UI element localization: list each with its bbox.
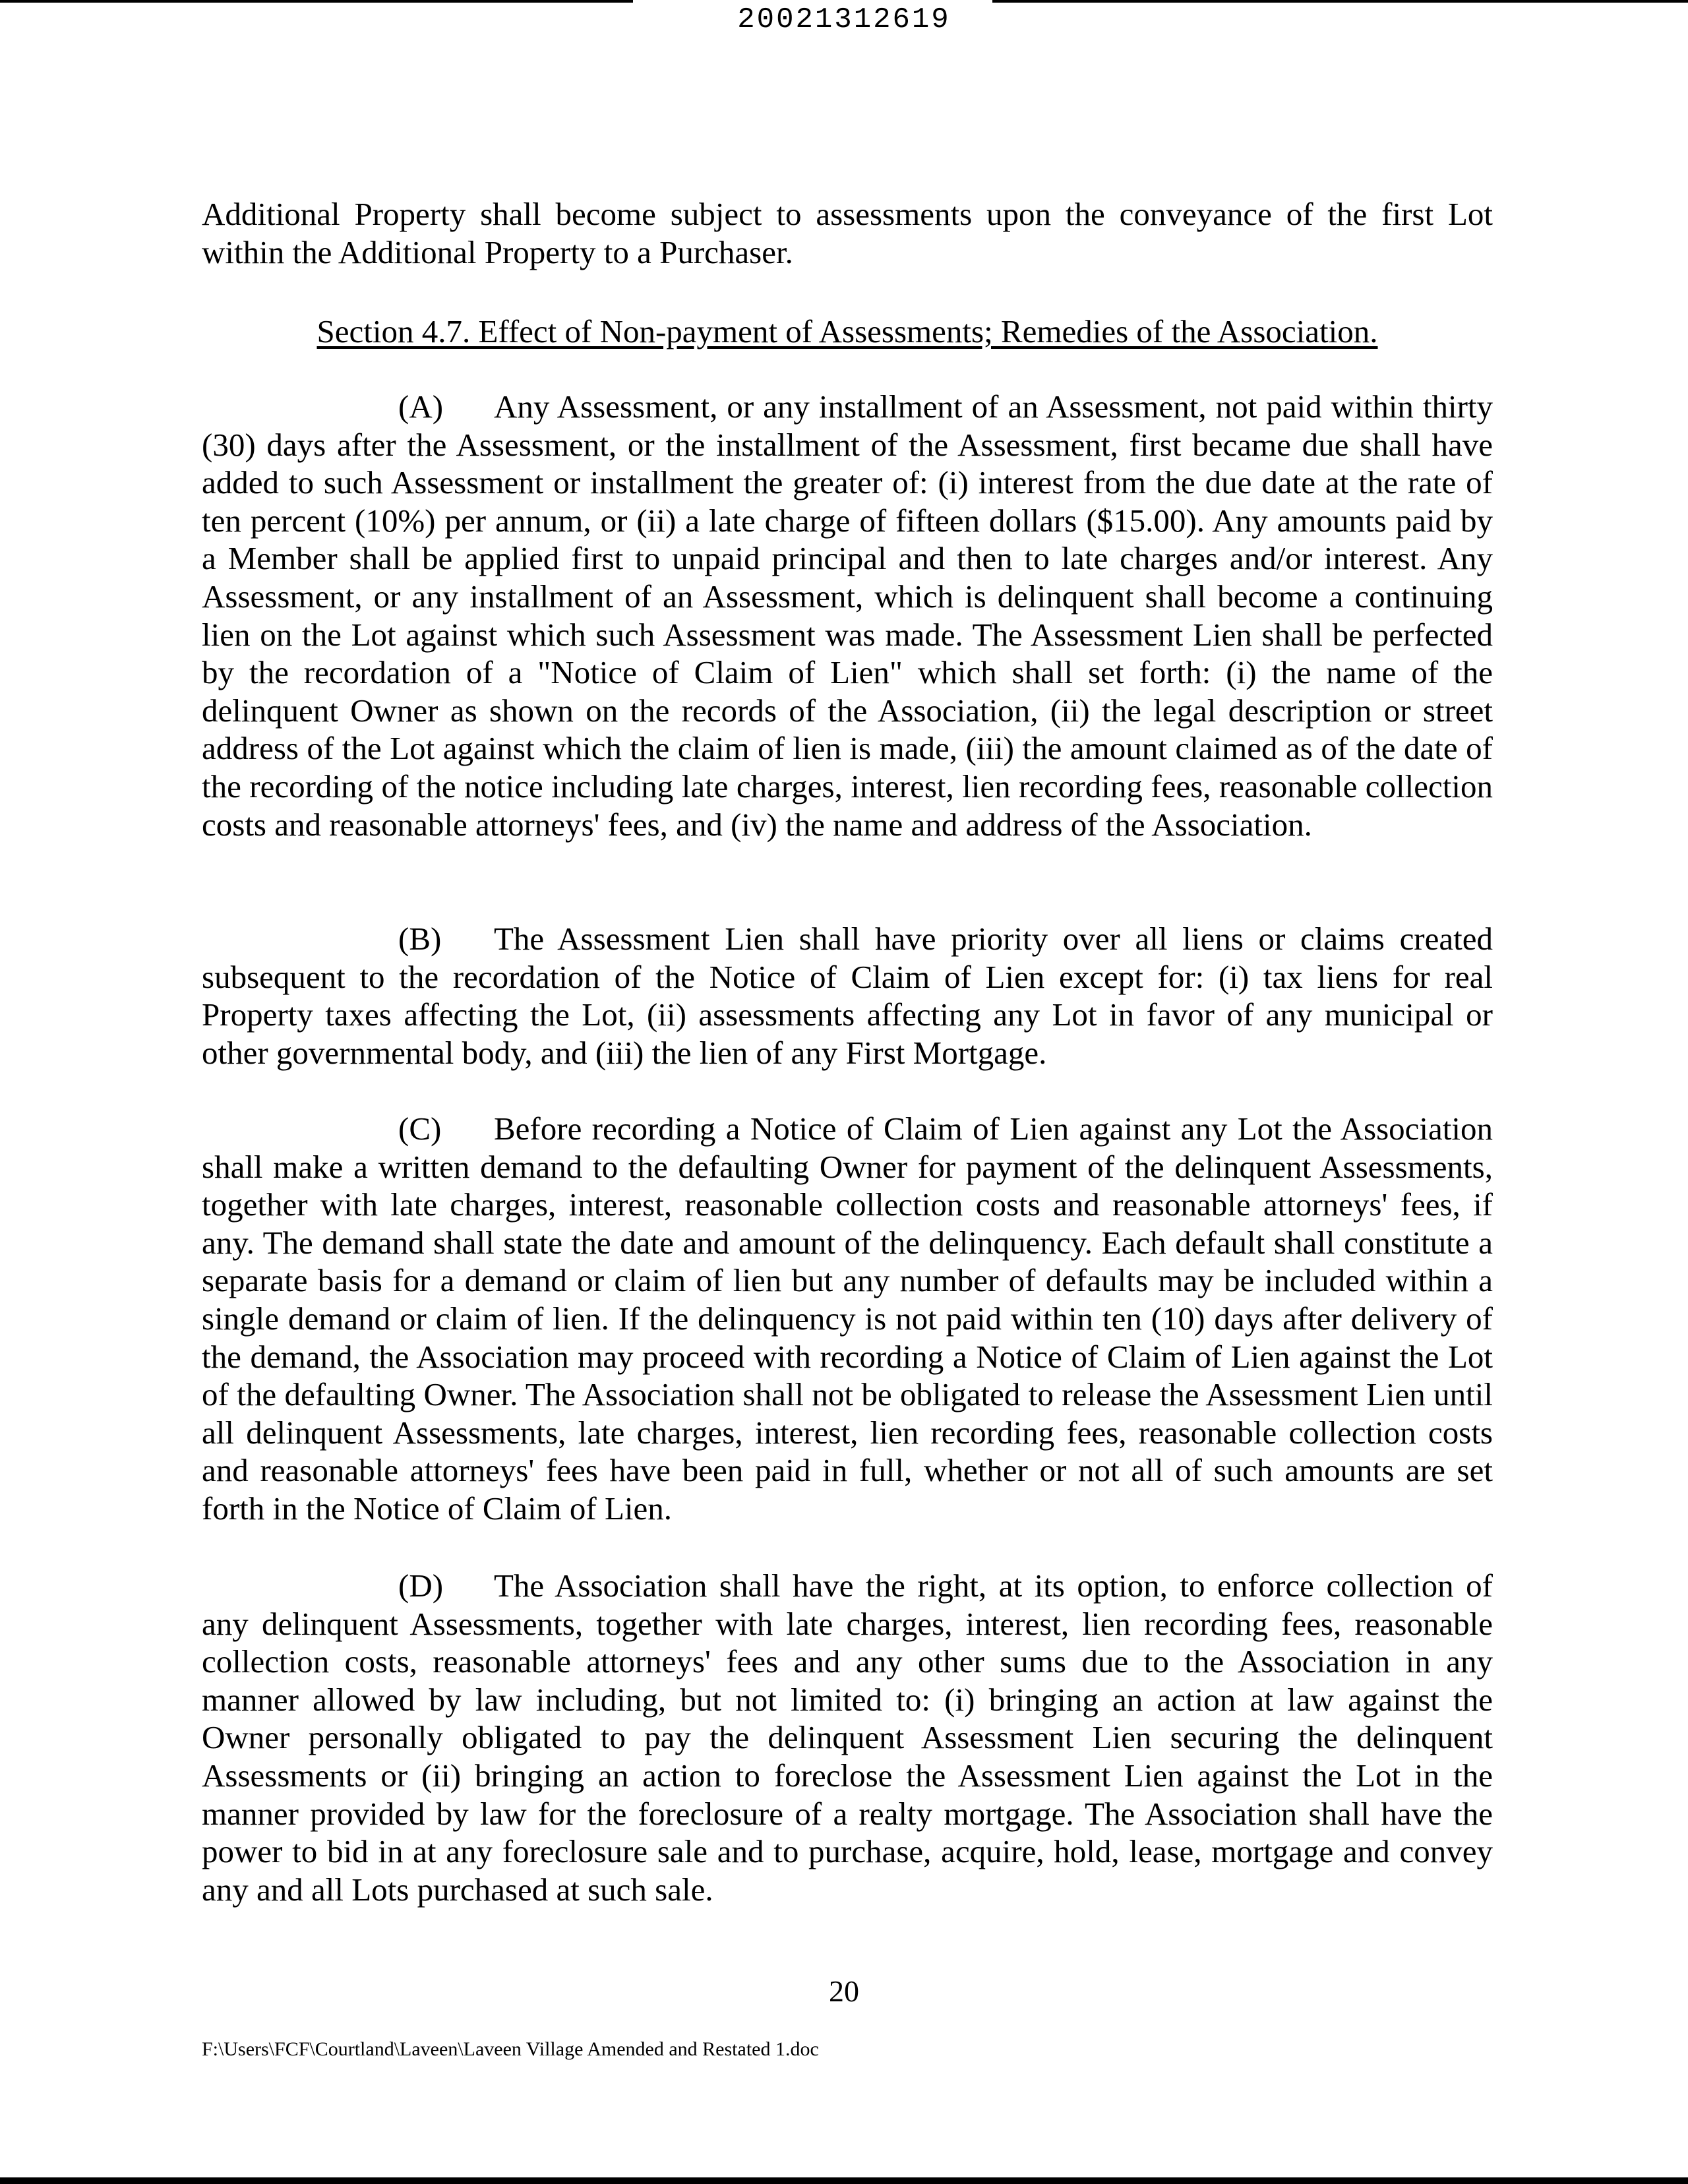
page-number: 20 <box>829 1974 859 2008</box>
paragraph-b-label: (B) <box>398 921 442 957</box>
paragraph-c-label: (C) <box>398 1110 442 1147</box>
paragraph-a <box>202 388 1493 843</box>
paragraph-d-text: The Association shall have the right, at its option, to enforce collection of any delinquent Assessments, together with late charges, interest, lien recording fees, reasonable collection costs, reasonable attorneys' fees and any other sums due to the Association in any manner allowed by law including, but not limited to: (i) bringing an action at law against the Owner personally obligated to pay the delinquent Assessment Lien securing the delinquent Assessments or (ii) bringing an action to foreclose the Assessment Lien against the Lot in the manner provided by law for the foreclosure of a realty mortgage. The Association shall have the power to bid in at any foreclosure sale and to purchase, acquire, hold, lease, mortgage and convey any and all Lots purchased at such sale. <box>202 1567 1493 1908</box>
paragraph-b-text: The Assessment Lien shall have priority over all liens or claims created subsequent to the recordation of the Notice of Claim of Lien except for: (i) tax liens for real Property taxes affecting the Lot, (ii) assessments affecting any Lot in favor of any municipal or other governmental body, and (iii) the lien of any First Mortgage. <box>202 921 1493 1071</box>
intro-paragraph-text: Additional Property shall become subject to assessments upon the conveyance of the first Lot within the Additional Property to a Purchaser. <box>202 196 1493 270</box>
section-heading: Section 4.7. Effect of Non-payment of Assessments; Remedies of the Association. <box>316 313 1378 349</box>
paragraph-b <box>202 920 1493 1072</box>
paragraph-c <box>202 1110 1493 1528</box>
bottom-rule <box>0 2177 1688 2184</box>
intro-paragraph <box>202 195 1493 271</box>
paragraph-d-label: (D) <box>398 1567 444 1604</box>
paragraph-d <box>202 1567 1493 1908</box>
paragraph-a-label: (A) <box>398 388 444 425</box>
recording-number: 20021312619 <box>737 3 951 36</box>
paragraph-c-text: Before recording a Notice of Claim of Lien against any Lot the Association shall make a written demand to the defaulting Owner for payment of the delinquent Assessments, together with late charges, interest, reasonable collection costs and reasonable attorneys' fees, if any. The demand shall state the date and amount of the delinquency. Each default shall constitute a separate basis for a demand or claim of lien but any number of defaults may be included within a single demand or claim of lien. If the delinquency is not paid within ten (10) days after delivery of the demand, the Association may proceed with recording a Notice of Claim of Lien against the Lot of the defaulting Owner. The Association shall not be obligated to release the Assessment Lien until all delinquent Assessments, late charges, interest, lien recording fees, reasonable collection costs and reasonable attorneys' fees have been paid in full, whether or not all of such amounts are set forth in the Notice of Claim of Lien. <box>202 1110 1493 1527</box>
paragraph-a-text: Any Assessment, or any installment of an Assessment, not paid within thirty (30) days after the Assessment, or the installment of the Assessment, first became due shall have added to such Assessment or installment the greater of: (i) interest from the due date at the rate of ten percent (10%) per annum, or (ii) a late charge of fifteen dollars ($15.00). Any amounts paid by a Member shall be applied first to unpaid principal and then to late charges and/or interest. Any Assessment, or any installment of an Assessment, which is delinquent shall become a continuing lien on the Lot against which such Assessment was made. The Assessment Lien shall be perfected by the recordation of a "Notice of Claim of Lien" which shall set forth: (i) the name of the delinquent Owner as shown on the records of the Association, (ii) the legal description or street address of the Lot against which the claim of lien is made, (iii) the amount claimed as of the date of the recording of the notice including late charges, interest, lien recording fees, reasonable collection costs and reasonable attorneys' fees, and (iv) the name and address of the Association. <box>202 388 1493 843</box>
footer-file-path: F:\Users\FCF\Courtland\Laveen\Laveen Village Amended and Restated 1.doc <box>202 2038 819 2060</box>
